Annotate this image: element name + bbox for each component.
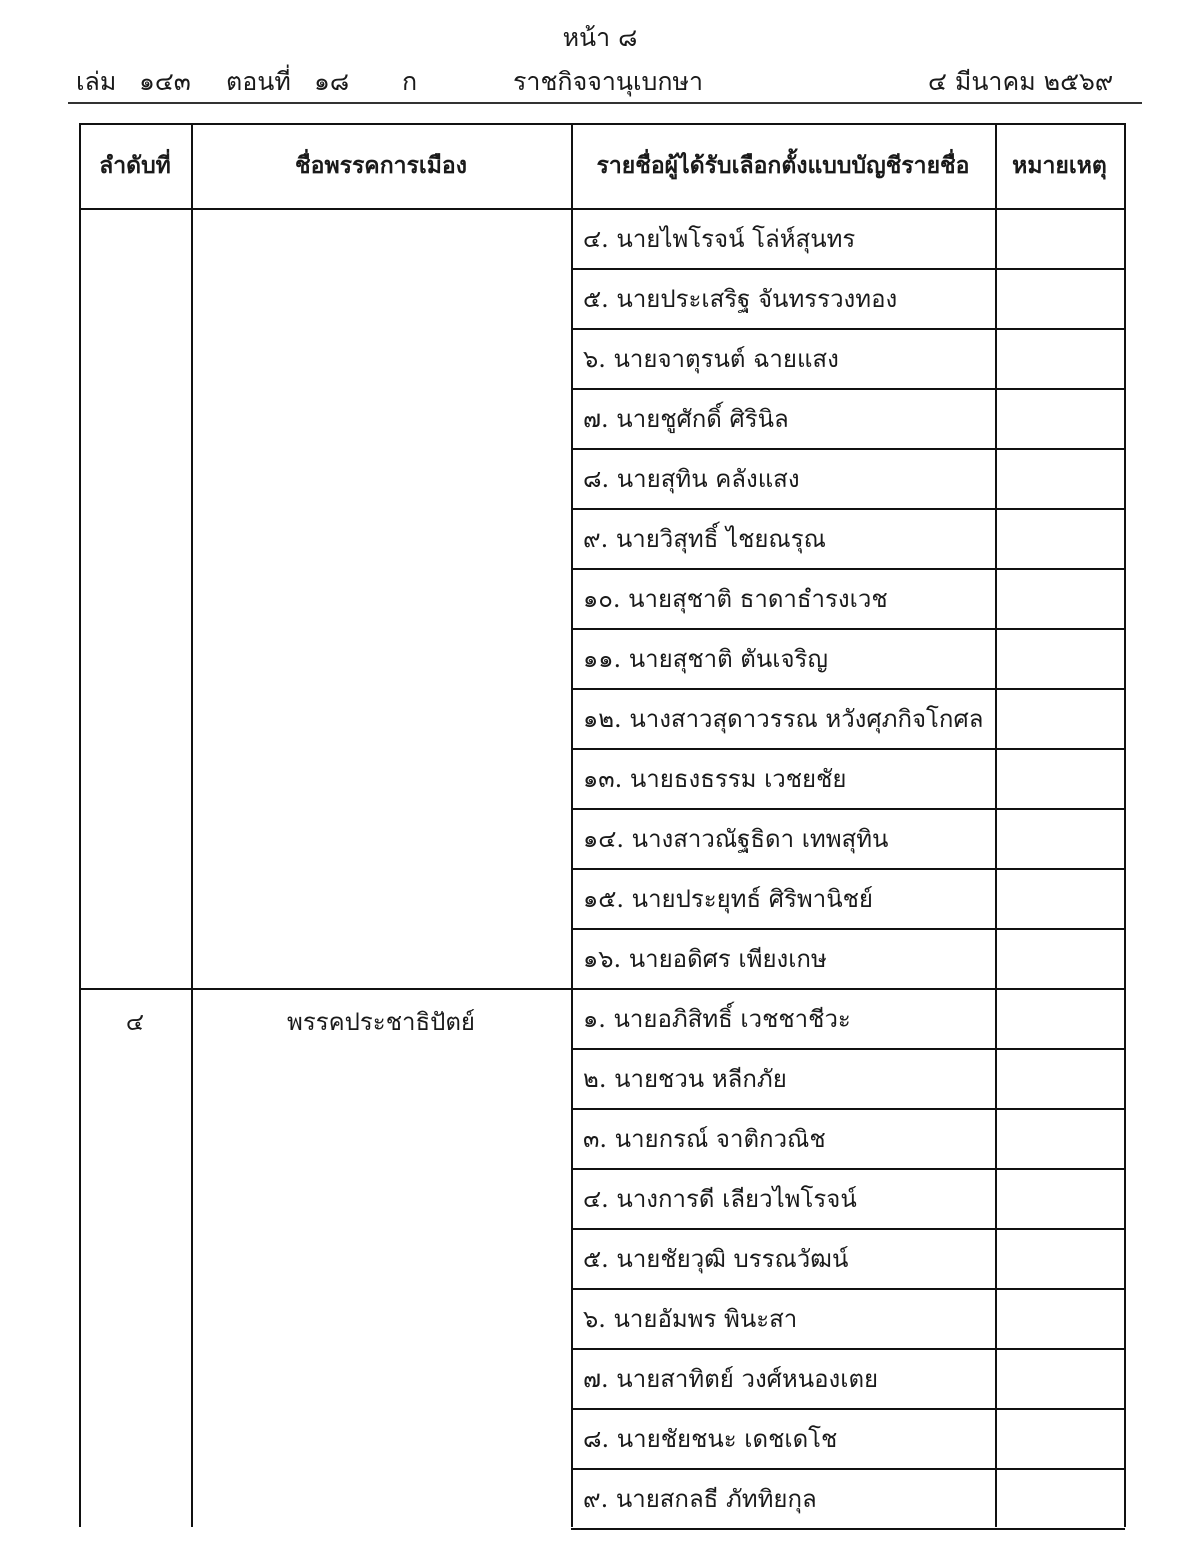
member-name: ๑๑. นายสุชาติ ตันเจริญ: [583, 644, 828, 673]
section-label: ตอนที่: [226, 67, 291, 96]
remark-cell: [995, 688, 1124, 748]
remark-cell: [995, 1348, 1124, 1408]
member-name: ๑๔. นางสาวณัฐธิดา เทพสุทิน: [583, 824, 889, 853]
member-name: ๕. นายประเสริฐ จันทรรวงทอง: [583, 284, 898, 313]
remark-cell: [995, 1288, 1124, 1348]
member-name: ๓. นายกรณ์ จาติกวณิช: [583, 1124, 826, 1153]
remark-cell: [995, 1108, 1124, 1168]
remark-cell: [995, 868, 1124, 928]
section-type: ก: [402, 67, 418, 96]
member-name: ๗. นายสาทิตย์ วงศ์หนองเตย: [583, 1364, 879, 1393]
remark-cell: [995, 988, 1124, 1048]
table-column-line: [1124, 123, 1126, 1527]
volume-label: เล่ม: [76, 67, 117, 96]
member-name: ๗. นายชูศักดิ์ ศิรินิล: [583, 404, 789, 433]
remark-cell: [995, 448, 1124, 508]
remark-cell: [995, 1048, 1124, 1108]
remark-cell: [995, 748, 1124, 808]
column-header-members: รายชื่อผู้ได้รับเลือกตั้งแบบบัญชีรายชื่อ: [596, 151, 970, 179]
member-name: ๑๒. นางสาวสุดาวรรณ หวังศุภกิจโกศล: [583, 704, 984, 733]
remark-cell: [995, 1228, 1124, 1288]
member-name: ๒. นายชวน หลีกภัย: [583, 1064, 787, 1093]
remark-cell: [995, 1168, 1124, 1228]
remark-cell: [995, 808, 1124, 868]
remark-cell: [995, 928, 1124, 988]
column-header-remark: หมายเหตุ: [1012, 151, 1107, 179]
member-name: ๖. นายอัมพร พินะสา: [583, 1304, 798, 1333]
table-column-line: [191, 123, 193, 1527]
party-name: พรรคประชาธิปัตย์: [287, 1008, 475, 1036]
member-name: ๕. นายชัยวุฒิ บรรณวัฒน์: [583, 1244, 849, 1273]
remark-cell: [995, 1408, 1124, 1468]
volume-number: ๑๔๓: [139, 67, 191, 96]
member-name: ๙. นายสกลธี ภัททิยกุล: [583, 1484, 817, 1513]
remark-cell: [995, 208, 1124, 268]
member-name: ๖. นายจาตุรนต์ ฉายแสง: [583, 344, 839, 373]
member-name: ๑๐. นายสุชาติ ธาดาธำรงเวช: [583, 584, 888, 613]
member-list-table: [79, 123, 1125, 1527]
table-column-line: [79, 123, 81, 1527]
remark-cell: [995, 388, 1124, 448]
member-name: ๑๕. นายประยุทธ์ ศิริพานิชย์: [583, 884, 873, 913]
remark-cell: [995, 628, 1124, 688]
member-name: ๔. นางการดี เลียวไพโรจน์: [583, 1184, 857, 1213]
remark-cell: [995, 568, 1124, 628]
remark-cell: [995, 1468, 1124, 1528]
remark-cell: [995, 268, 1124, 328]
page-number: หน้า ๘: [562, 23, 638, 52]
column-header-order: ลำดับที่: [99, 151, 171, 179]
member-name: ๑๓. นายธงธรรม เวชยชัย: [583, 764, 847, 793]
row-divider: [571, 1528, 1125, 1530]
party-order: ๔: [125, 1008, 145, 1036]
member-name: ๙. นายวิสุทธิ์ ไชยณรุณ: [583, 524, 826, 553]
header-rule: [68, 102, 1142, 104]
section-number: ๑๘: [314, 67, 350, 96]
table-top-border: [79, 123, 1125, 125]
column-header-party: ชื่อพรรคการเมือง: [295, 151, 467, 179]
member-name: ๘. นายสุทิน คลังแสง: [583, 464, 800, 493]
remark-cell: [995, 508, 1124, 568]
publication-date: ๔ มีนาคม ๒๕๖๙: [928, 67, 1114, 96]
remark-cell: [995, 328, 1124, 388]
member-name: ๘. นายชัยชนะ เดชเดโช: [583, 1424, 838, 1453]
publication-name: ราชกิจจานุเบกษา: [513, 67, 704, 96]
member-name: ๔. นายไพโรจน์ โล่ห์สุนทร: [583, 224, 856, 253]
member-name: ๑๖. นายอดิศร เพียงเกษ: [583, 944, 827, 973]
page-header: [0, 0, 1200, 110]
member-name: ๑. นายอภิสิทธิ์ เวชชาชีวะ: [583, 1004, 851, 1033]
